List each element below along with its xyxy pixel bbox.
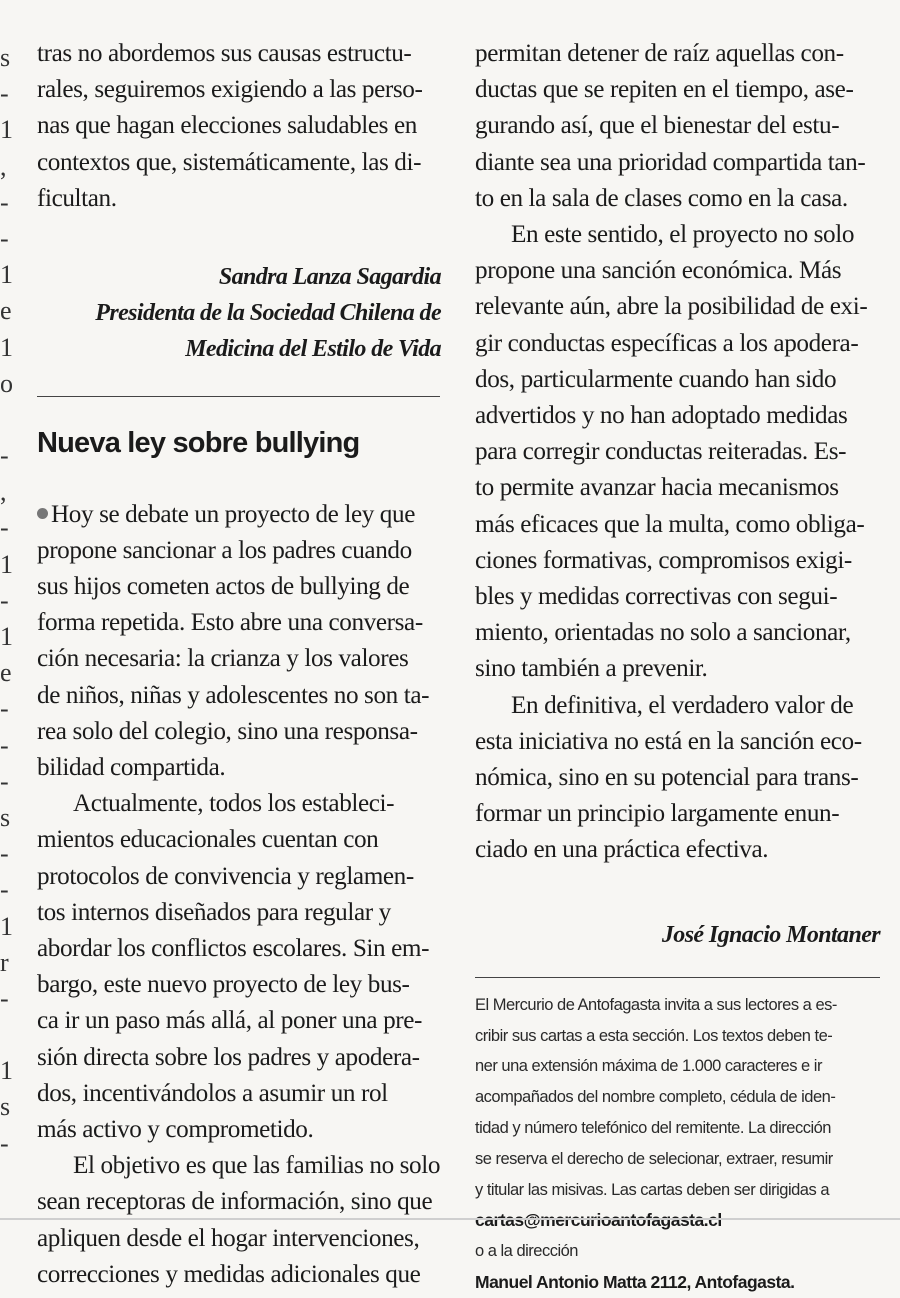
edge-letter: -	[0, 730, 9, 760]
edge-letter: -	[0, 441, 9, 471]
edge-letter: -	[0, 694, 9, 724]
edge-letter: s	[0, 1092, 11, 1122]
section-divider	[475, 977, 880, 978]
edge-letter: -	[0, 187, 9, 217]
edge-letter	[0, 402, 14, 438]
right-column	[475, 36, 880, 1298]
signature-title: Presidenta de la Sociedad Chilena de	[95, 300, 441, 327]
bullet-icon	[37, 508, 48, 519]
contact-address: Manuel Antonio Matta 2112, Antofagasta.	[475, 1272, 795, 1293]
edge-letter: -	[0, 839, 9, 869]
article-paragraph: Actualmente, todos los estableci- mientos educacionales cuentan con protocolos de convivencia y reglamen- tos internos diseñados para regular y abordar los conflictos escolares. Sin em- bargo, este nuevo proyecto de ley bus- ca ir un paso más allá, al poner una pre- sión directa sobre los padres y apodera- dos, incentivándolos a asumir un rol más activo y comprometido.	[37, 790, 430, 1144]
cropped-column-edge	[0, 40, 14, 1162]
edge-letter: s	[0, 43, 11, 72]
edge-letter: 1	[0, 549, 13, 579]
article-paragraph: Hoy se debate un proyecto de ley que propone sancionar a los padres cuando sus hijos cometen actos de bullying de forma repetida. Esto abre una conversa- ción necesaria: la crianza y los valores de niños, niñas y adolescentes no son ta- rea solo del colegio, sino una responsa- bilidad compartida.	[37, 500, 430, 782]
edge-letter: 1	[0, 260, 13, 290]
article-paragraph: En este sentido, el proyecto no solo propone una sanción económica. Más relevante aún, abre la posibilidad de exi- gir conductas específicas a los apodera- dos, particularmente cuando han sido advertidos y no han adoptado medidas para corregir conductas reiteradas. Es- to permite avanzar hacia mecanismos más eficaces que la multa, como obliga- ciones formativas, compromisos exigi- bles y medidas correctivas con segui- miento, orientadas no solo a sancionar, sino también a prevenir.	[475, 221, 868, 683]
edge-letter: e	[0, 658, 12, 688]
edge-letter: 1	[0, 622, 13, 651]
edge-letter: -	[0, 223, 9, 253]
edge-letter: s	[0, 802, 11, 832]
left-column	[37, 36, 441, 1293]
edge-letter: -	[0, 766, 9, 796]
contact-email[interactable]: cartas@mercurioantofagasta.cl	[475, 1210, 722, 1231]
edge-letter: -	[0, 875, 9, 905]
edge-letter: 1	[0, 115, 13, 145]
article-paragraph: El objetivo es que las familias no solo sean receptoras de información, sino que apliquen desde el hogar intervenciones, correcciones y medidas adicionales que	[37, 1152, 441, 1288]
edge-letter: o	[0, 368, 13, 398]
address-intro: o a la dirección	[475, 1242, 578, 1261]
section-divider	[37, 396, 440, 397]
signature-block	[37, 259, 441, 368]
edge-letter: ,	[0, 477, 7, 507]
edge-letter: -	[0, 983, 9, 1013]
edge-letter: -	[0, 513, 9, 543]
edge-letter: e	[0, 296, 12, 326]
edge-letter: 1	[0, 332, 13, 362]
edge-letter: 1	[0, 911, 13, 941]
edge-letter: -	[0, 79, 9, 109]
signature-name: Sandra Lanza Sagardia	[218, 264, 441, 291]
article-headline: Nueva ley sobre bullying	[37, 426, 360, 459]
signature-title: Medicina del Estilo de Vida	[185, 336, 441, 363]
edge-letter: ,	[0, 151, 7, 181]
edge-letter: r	[0, 947, 9, 977]
article-author: José Ignacio Montaner	[661, 921, 880, 948]
edge-letter	[0, 1017, 14, 1053]
edge-letter: -	[0, 1128, 9, 1158]
submission-note: El Mercurio de Antofagasta invita a sus lectores a es- cribir sus cartas a esta sección. Los textos deben te- ner una extensión máxima de 1.000 caracteres e ir acompañados del nombre completo, cédula de iden- tidad y número telefónico del remitente. La dirección se reserva el derecho de selecionar, extraer, resumir y titular las misivas. Las cartas deben ser dirigidas a cartas@mercurioantofagasta.cl o a la dirección Manuel Antonio Matta 2112, Antofagasta.	[475, 990, 880, 1298]
letter-ending-paragraph: tras no abordemos sus causas estructu- rales, seguiremos exigiendo a las perso- nas que hagan elecciones saludables en contextos que, sistemáticamente, las di- ficultan.	[37, 40, 423, 212]
article-paragraph: permitan detener de raíz aquellas con- ductas que se repiten en el tiempo, ase- gurando así, que el bienestar del estu- diante sea una prioridad compartida tan- to en la sala de clases como en la casa.	[475, 40, 866, 212]
article-paragraph: En definitiva, el verdadero valor de esta iniciativa no está en la sanción eco- nómica, sino en su potencial para trans- formar un principio largamente enun- ciado en una práctica efectiva.	[475, 691, 862, 864]
edge-letter: -	[0, 585, 9, 615]
edge-letter: 1	[0, 1056, 13, 1086]
page-bottom-rule	[0, 1218, 900, 1220]
